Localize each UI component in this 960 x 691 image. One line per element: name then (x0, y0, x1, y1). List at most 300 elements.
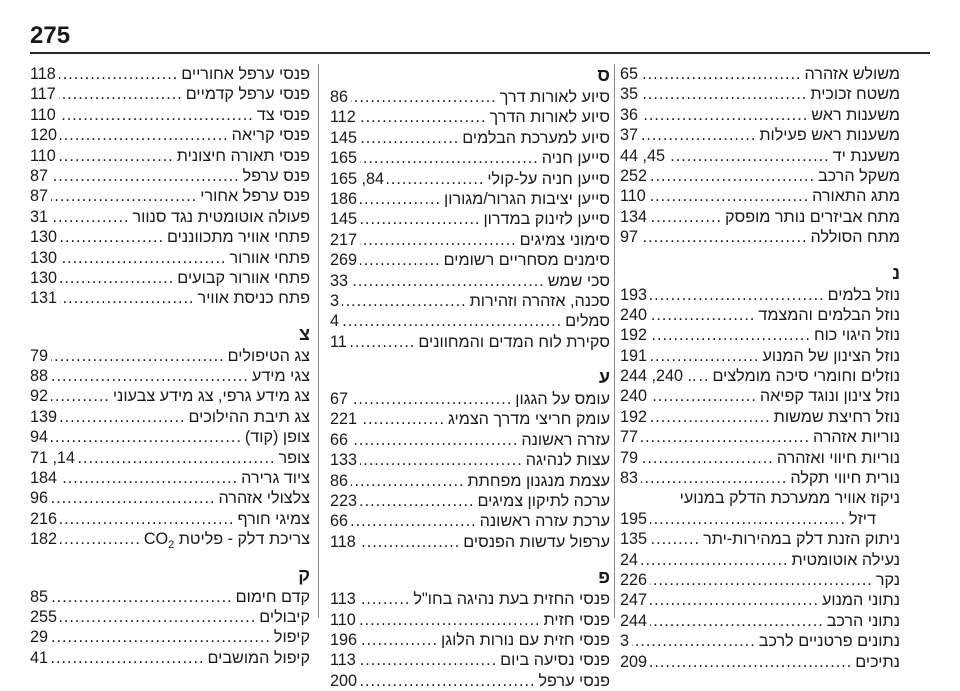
index-entry (330, 209, 610, 229)
index-entry (30, 146, 310, 166)
index-entry (330, 511, 610, 531)
entry-page-number: 216 (30, 509, 58, 528)
entry-page-number: 139 (30, 407, 58, 426)
dot-leader (641, 64, 802, 84)
entry-page-number: 145 (330, 128, 358, 147)
entry-term (526, 450, 610, 470)
dot-leader (360, 189, 441, 209)
index-entry (620, 186, 900, 206)
dot-leader (51, 587, 233, 607)
entry-term (252, 366, 310, 386)
entry-page-number: 92 (30, 387, 49, 406)
entry-term-text: מתח אביזרים נותר מופסק (725, 207, 900, 226)
entry-page-number: 134 (620, 207, 648, 226)
entry-term-text: פנסי חזית (543, 610, 610, 629)
entry-term-text: סמלים (565, 312, 610, 331)
dot-leader (650, 529, 700, 549)
entry-page-number: 113 (330, 590, 356, 609)
entry-page-number: 135 (620, 530, 648, 549)
entry-term (811, 105, 900, 125)
entry-term-text: מתח הסוללה (810, 228, 900, 247)
index-entry (330, 430, 610, 450)
dot-leader (360, 671, 535, 691)
entry-page-number: 252 (620, 166, 648, 185)
index-column-middle (330, 64, 610, 691)
entry-page-number: 87 (30, 187, 49, 206)
entry-term (463, 532, 610, 552)
index-entry (30, 346, 310, 366)
entry-term-text: עומק חריצי מדרך הצמיג (448, 410, 610, 429)
index-entry (620, 590, 900, 610)
index-entry (30, 448, 310, 468)
entry-page-number: 113 (330, 651, 356, 670)
entry-page-number: 110 (620, 187, 646, 206)
entry-page-number: 33 (330, 271, 349, 290)
section-gap (620, 248, 900, 258)
entry-term-text: סימנים מסחריים רשומים (443, 251, 610, 270)
entry-term (790, 468, 900, 488)
entry-page-number: 255 (30, 607, 58, 626)
entry-term (444, 189, 610, 209)
dot-leader (641, 125, 756, 145)
index-entry (620, 84, 900, 104)
section-letter: ס (597, 65, 610, 85)
entry-page-number: 31 (30, 207, 49, 226)
entry-page-number: 3 (330, 291, 340, 310)
dot-leader (650, 305, 755, 325)
entry-page-number: 79 (620, 448, 639, 467)
entry-term (818, 166, 900, 186)
index-entry (30, 529, 310, 552)
entry-term-text: ערפול עדשות הפנסים (463, 532, 610, 551)
index-entry (30, 268, 310, 288)
entry-term-text: ציוד גרירה (241, 469, 310, 488)
entry-term (232, 125, 310, 145)
entry-term (113, 386, 310, 406)
entry-page-number: 112 (330, 108, 356, 127)
entry-term (181, 64, 310, 84)
entry-term (259, 607, 310, 627)
index-entry (620, 146, 900, 166)
entry-page-number: 86 (330, 88, 349, 106)
entry-page-number: 11 (330, 332, 347, 351)
entry-term-text: סכנה, אזהרה וזהירות (469, 291, 610, 310)
entry-term-text: נקר (875, 570, 900, 589)
entry-page-number: 71 ,14 (30, 448, 76, 467)
entry-term-text: סייען יציבות הגרור/מגורון (444, 189, 610, 208)
section-gap (330, 352, 610, 362)
entry-page-number: 118 (30, 65, 56, 83)
entry-term-text: צגי מידע (251, 367, 310, 386)
entry-term (278, 448, 310, 468)
section-letter: ק (298, 564, 310, 585)
entry-term-text: עומס על הגגון (515, 390, 610, 409)
section-letter: נ (892, 262, 900, 283)
entry-page-number: 41 (30, 648, 49, 667)
dot-leader (60, 125, 229, 145)
entry-page-number: 117 (30, 85, 56, 104)
entry-term-text: משולש אזהרה (804, 65, 900, 83)
entry-term-text: צלצולי אזהרה (218, 489, 310, 508)
entry-page-number: 244 (620, 611, 648, 630)
entry-page-number: 196 (330, 630, 358, 649)
entry-term (500, 650, 610, 670)
dot-leader (360, 148, 539, 168)
index-entry (620, 227, 900, 247)
index-entry (620, 325, 900, 345)
dot-leader (51, 366, 249, 386)
entry-page-number: 165 ,84 (330, 169, 385, 188)
dot-leader (60, 607, 256, 627)
entry-term (245, 427, 310, 447)
entry-term-text: נוריות אזהרה (813, 428, 900, 447)
entry-term-text: קדם חימום (235, 587, 310, 606)
dot-leader (360, 491, 475, 511)
entry-term (849, 509, 876, 529)
entry-page-number: 97 (620, 228, 639, 247)
entry-term-text: צופר (278, 448, 310, 467)
entry-term (538, 671, 610, 691)
dot-leader (60, 227, 164, 247)
entry-term (462, 128, 610, 148)
index-entry (330, 230, 610, 250)
entry-term (521, 430, 610, 450)
entry-term-text: נוזל הבלמים והמצמד (758, 305, 900, 324)
entry-page-number: 223 (330, 492, 358, 511)
entry-term (230, 248, 311, 268)
dot-leader (60, 288, 195, 308)
index-entry (620, 207, 900, 227)
entry-term-text: סיוע לאורות דרך (499, 88, 610, 106)
entry-term-text: סייען לזינוק במדרון (483, 210, 610, 229)
dot-leader (632, 631, 756, 651)
entry-term-text: פנסי חזית עם נורות הלוגן (441, 630, 610, 649)
dot-leader (360, 209, 480, 229)
dot-leader (650, 509, 846, 529)
entry-term (480, 511, 610, 531)
index-entry (330, 589, 610, 609)
entry-term (467, 471, 610, 491)
dot-leader (650, 285, 825, 305)
entry-term (274, 627, 310, 647)
entry-page-number: 145 (330, 210, 358, 229)
dot-leader (359, 610, 541, 630)
entry-page-number: 86 (330, 471, 349, 490)
entry-page-number: 200 (330, 671, 358, 690)
entry-page-number: 192 (620, 326, 648, 345)
dot-leader (668, 146, 830, 166)
index-entry (330, 128, 610, 148)
entry-term-text: צג הטיפולים (227, 346, 310, 365)
entry-term (257, 105, 310, 125)
entry-term-text: עצות לנהיגה (525, 451, 610, 470)
column-divider (318, 64, 319, 618)
entry-term-text: ניתוק הזנת דלק במהירות-יתר (703, 530, 900, 549)
index-entry (330, 148, 610, 168)
dot-leader (360, 128, 459, 148)
dot-leader (650, 407, 771, 427)
index-entry (620, 550, 900, 570)
index-entry (330, 450, 610, 470)
index-entry (30, 366, 310, 386)
dot-leader (360, 630, 438, 650)
entry-page-number: 133 (330, 451, 358, 470)
entry-term (133, 207, 311, 227)
index-entry (30, 488, 310, 508)
entry-term (238, 509, 310, 529)
entry-term-text: נורית חיווי תקלה (790, 469, 900, 488)
entry-term (487, 169, 610, 189)
section-letter: ע (598, 367, 610, 388)
entry-term-text: קיבולים (259, 607, 310, 626)
dot-leader (60, 248, 226, 268)
index-entry (330, 311, 610, 331)
entry-term-text: דיזל (849, 509, 876, 528)
entry-term-text: נתוני המנוע (822, 591, 900, 610)
dot-leader (350, 332, 416, 352)
index-entry (30, 186, 310, 206)
entry-term-text: פנסי החזית בעת נהיגה בחו"ל (413, 590, 610, 609)
entry-page-number: 226 (620, 570, 648, 589)
entry-term (470, 291, 610, 311)
entry-term-text: משענת יד (832, 146, 900, 165)
entry-term (198, 288, 310, 308)
index-entry (620, 509, 900, 529)
dot-leader (650, 611, 824, 631)
entry-term (791, 550, 900, 570)
entry-term (189, 407, 310, 427)
entry-page-number: 182 (30, 530, 58, 549)
entry-term-text: נוזלים וחומרי סיכה מומלצים (712, 367, 900, 386)
entry-term (680, 488, 900, 508)
index-entry (620, 346, 900, 366)
entry-term-text: סיוע למערכת הבלמים (462, 128, 610, 147)
entry-term (483, 209, 610, 229)
entry-term-text: צריכת דלק - פליטת CO (143, 530, 310, 549)
index-entry (330, 250, 610, 270)
index-entry (330, 671, 610, 691)
dot-leader (51, 186, 197, 206)
entry-term-text: פנסי ערפל אחוריים (181, 65, 310, 83)
entry-page-number: 118 (330, 532, 356, 551)
dot-leader (351, 430, 518, 450)
entry-page-number: 269 (330, 251, 358, 270)
dot-leader (360, 230, 517, 250)
entry-page-number: 130 (30, 268, 58, 287)
dot-leader (641, 448, 774, 468)
index-entry (30, 125, 310, 145)
index-entry (620, 468, 900, 488)
index-column-right (620, 64, 900, 672)
index-entry (330, 271, 610, 291)
entry-term-text: פתחי אוורור (229, 248, 310, 267)
index-entry (330, 610, 610, 630)
index-entry (30, 288, 310, 308)
entry-term (813, 427, 900, 447)
entry-term-text: משענות ראש פעילות (759, 126, 900, 145)
entry-term (548, 271, 610, 291)
entry-term-text: פתחי אוורור קבועים (177, 268, 310, 287)
index-entry (30, 227, 310, 247)
dot-leader (359, 589, 411, 609)
index-entry (620, 652, 900, 672)
dot-leader (51, 346, 225, 366)
dot-leader (387, 169, 484, 189)
entry-page-number: 83 (620, 469, 639, 488)
dot-leader (59, 84, 183, 104)
entry-term (418, 332, 610, 352)
entry-term-text: צג מידע גרפי, צג מידע צבעוני (112, 387, 310, 406)
entry-term (413, 589, 610, 609)
entry-page-number: 110 (330, 610, 356, 629)
entry-term (515, 389, 610, 409)
entry-page-number: 221 (330, 410, 358, 429)
dot-leader (59, 146, 174, 166)
entry-page-number: 110 (30, 146, 56, 165)
entry-term-text: פנס ערפל אחורי (200, 187, 310, 206)
index-entry (330, 471, 610, 491)
entry-term-text: ניקוז אוויר ממערכת הדלק במנועי (679, 489, 900, 508)
entry-term-text: נתוני הרכב (826, 611, 900, 630)
entry-term-text: פנסי ערפל (538, 671, 610, 690)
entry-term (544, 610, 610, 630)
dot-leader (650, 166, 815, 186)
index-entry (330, 189, 610, 209)
entry-term (855, 652, 900, 672)
entry-term (876, 570, 900, 590)
index-entry (330, 630, 610, 650)
index-entry (30, 248, 310, 268)
entry-term (219, 488, 310, 508)
entry-term (241, 468, 310, 488)
index-entry (620, 448, 900, 468)
index-entry (620, 427, 900, 447)
dot-leader (342, 291, 467, 311)
entry-term-text: סקירת לוח המדים והמחוונים (418, 332, 610, 351)
dot-leader (351, 389, 512, 409)
entry-term (760, 386, 900, 406)
entry-page-number: 94 (30, 428, 49, 447)
entry-term-text: נוזל רחיצת שמשות (773, 407, 900, 426)
entry-term (833, 146, 900, 166)
entry-term (725, 207, 900, 227)
entry-term-text: פנסי ערפל קדמיים (185, 85, 310, 104)
index-entry (620, 570, 900, 590)
dot-leader (351, 471, 464, 491)
dot-leader (51, 207, 129, 227)
entry-term-text: עזרה ראשונה (521, 430, 610, 449)
entry-term-text: פתחי אוויר מתכווננים (166, 228, 310, 247)
entry-term (448, 409, 610, 429)
entry-term-text: פנסי נסיעה ביום (500, 651, 610, 670)
entry-term (810, 84, 900, 104)
page-number: 275 (30, 22, 71, 49)
entry-term-text: צמיגי חורף (237, 509, 310, 528)
dot-leader (60, 509, 235, 529)
entry-page-number: 77 (620, 428, 639, 447)
entry-term (759, 125, 900, 145)
column-divider (614, 64, 615, 618)
entry-page-number: 186 (330, 189, 358, 208)
dot-leader (641, 550, 788, 570)
entry-term (243, 166, 310, 186)
entry-term (828, 285, 900, 305)
entry-page-number: 85 (30, 587, 49, 606)
index-entry (620, 166, 900, 186)
index-entry (30, 607, 310, 627)
index-entry (330, 409, 610, 429)
section-gap (30, 309, 310, 319)
entry-term (186, 84, 310, 104)
entry-term (822, 590, 900, 610)
dot-leader (650, 207, 722, 227)
entry-term-text: קיפול המושבים (207, 648, 310, 667)
entry-term (812, 186, 900, 206)
entry-term-text: צג תיבת ההילוכים (188, 407, 310, 426)
entry-page-number: 240 (620, 305, 648, 324)
dot-leader (60, 407, 186, 427)
entry-page-number: 195 (620, 509, 648, 528)
entry-term (805, 64, 900, 84)
entry-page-number: 66 (330, 512, 349, 531)
dot-leader (359, 107, 487, 127)
entry-term (441, 630, 610, 650)
entry-page-number: 244 ,240 .. (620, 367, 697, 386)
index-entry (620, 305, 900, 325)
entry-page-number: 67 (330, 390, 349, 409)
dot-leader (351, 271, 545, 291)
entry-page-number: 66 (330, 430, 349, 449)
entry-term (228, 346, 310, 366)
entry-page-number: 240 (620, 387, 648, 406)
index-entry (620, 105, 900, 125)
entry-term-text: קיפול (273, 628, 310, 647)
entry-term (827, 611, 900, 631)
index-entry (30, 627, 310, 647)
section-letter: צ (299, 323, 310, 344)
entry-term-text: נוזל היגוי כוח (813, 326, 900, 345)
entry-term-text: סכי שמש (547, 271, 610, 290)
index-entry (30, 64, 310, 84)
index-entry (330, 169, 610, 189)
entry-page-number: 131 (30, 289, 58, 308)
section-gap (330, 552, 610, 562)
index-entry (620, 407, 900, 427)
dot-leader (360, 250, 441, 270)
entry-term-text: נוזל בלמים (827, 285, 900, 304)
entry-term (478, 491, 610, 511)
entry-page-number: 184 (30, 469, 58, 488)
dot-leader (51, 627, 271, 647)
entry-term-text: סייען חניה (541, 149, 610, 168)
entry-page-number: 191 (620, 346, 648, 365)
dot-leader (650, 346, 759, 366)
index-entry (620, 529, 900, 549)
dot-leader (351, 511, 477, 531)
dot-leader (51, 166, 240, 186)
dot-leader (641, 227, 808, 247)
entry-term-text: עצמת מנגנון מפחתת (467, 471, 610, 490)
entry-term (777, 448, 900, 468)
dot-leader (649, 186, 809, 206)
index-entry (330, 389, 610, 409)
index-entry (30, 207, 310, 227)
entry-term-text: נעילה אוטומטית (791, 550, 900, 569)
entry-term-text: ערכת עזרה ראשונה (479, 512, 610, 531)
entry-term (759, 631, 900, 651)
entry-term (177, 268, 310, 288)
index-entry (30, 386, 310, 406)
